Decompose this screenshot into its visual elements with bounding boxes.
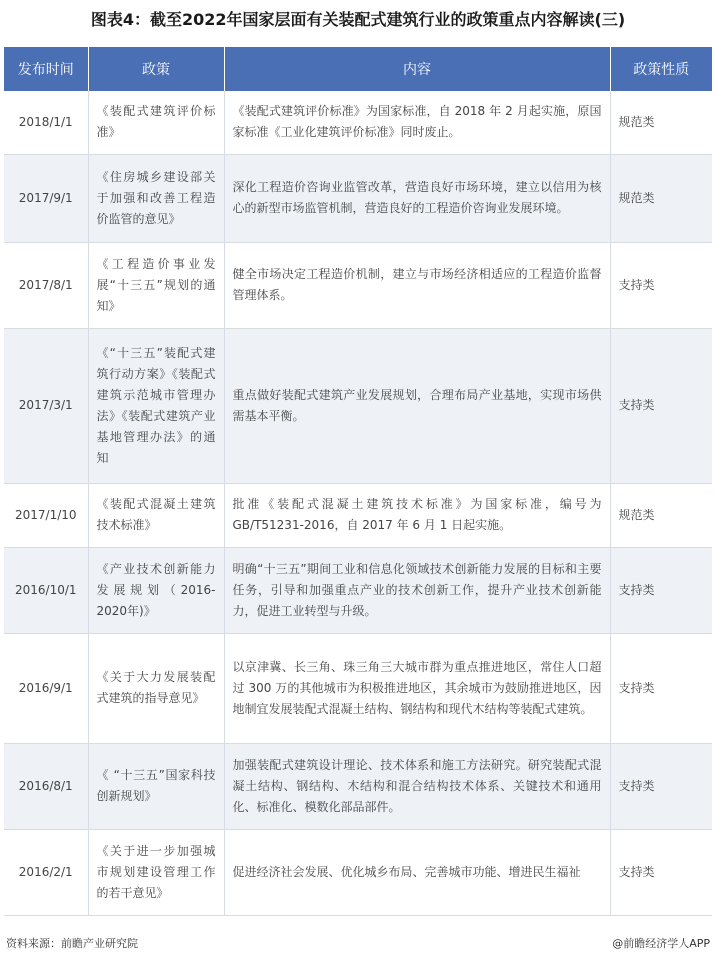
header-type: 政策性质 [610,47,712,91]
cell-date: 2016/10/1 [4,547,88,633]
source-note: 资料来源：前瞻产业研究院 [6,937,138,950]
cell-policy: 《住房城乡建设部关于加强和改善工程造价监管的意见》 [88,154,224,242]
cell-policy: 《 “十三五”国家科技创新规划》 [88,743,224,829]
table-row [4,829,712,915]
table-header-row [4,47,712,91]
cell-content: 重点做好装配式建筑产业发展规划，合理布局产业基地，实现市场供需基本平衡。 [224,328,610,483]
cell-type: 支持类 [610,242,712,328]
table-row [4,91,712,154]
cell-content: 《装配式建筑评价标准》为国家标准，自 2018 年 2 月起实施，原国家标准《工业化建筑评价标准》同时废止。 [224,91,610,154]
cell-type: 规范类 [610,91,712,154]
figure-title: 图表4：截至2022年国家层面有关装配式建筑行业的政策重点内容解读(三) [90,10,626,29]
cell-policy: 《“十三五”装配式建筑行动方案》《装配式建筑示范城市管理办法》《装配式建筑产业基地管理办法》的通知 [88,328,224,483]
cell-type: 规范类 [610,483,712,547]
table-row [4,242,712,328]
cell-date: 2018/1/1 [4,91,88,154]
cell-content: 加强装配式建筑设计理论、技术体系和施工方法研究。研究装配式混凝土结构、钢结构、木结构和混合结构技术体系、关键技术和通用化、标准化、模数化部品部件。 [224,743,610,829]
cell-content: 批准《装配式混凝土建筑技术标准》为国家标准，编号为 GB/T51231-2016，自 2017 年 6 月 1 日起实施。 [224,483,610,547]
cell-content: 以京津冀、长三角、珠三角三大城市群为重点推进地区，常住人口超过 300 万的其他城市为积极推进地区，其余城市为鼓励推进地区，因地制宜发展装配式混凝土结构、钢结构和现代木结构等装配式建筑。 [224,633,610,743]
cell-type: 支持类 [610,743,712,829]
cell-content: 健全市场决定工程造价机制，建立与市场经济相适应的工程造价监督管理体系。 [224,242,610,328]
cell-date: 2017/9/1 [4,154,88,242]
cell-date: 2017/8/1 [4,242,88,328]
footer [4,935,712,953]
cell-type: 规范类 [610,154,712,242]
cell-type: 支持类 [610,633,712,743]
header-policy: 政策 [88,47,224,91]
cell-policy: 《关于大力发展装配式建筑的指导意见》 [88,633,224,743]
table-row [4,154,712,242]
header-content: 内容 [224,47,610,91]
cell-policy: 《装配式建筑评价标准》 [88,91,224,154]
table-row [4,483,712,547]
header-date: 发布时间 [4,47,88,91]
cell-type: 支持类 [610,328,712,483]
table-row [4,743,712,829]
cell-date: 2017/1/10 [4,483,88,547]
cell-type: 支持类 [610,829,712,915]
cell-date: 2017/3/1 [4,328,88,483]
table-row [4,547,712,633]
cell-date: 2016/8/1 [4,743,88,829]
table-row [4,328,712,483]
cell-content: 明确“十三五”期间工业和信息化领域技术创新能力发展的目标和主要任务，引导和加强重点产业的技术创新工作，提升产业技术创新能力，促进工业转型与升级。 [224,547,610,633]
cell-date: 2016/2/1 [4,829,88,915]
cell-policy: 《装配式混凝土建筑技术标准》 [88,483,224,547]
cell-content: 深化工程造价咨询业监管改革，营造良好市场环境，建立以信用为核心的新型市场监管机制，营造良好的工程造价咨询业发展环境。 [224,154,610,242]
cell-date: 2016/9/1 [4,633,88,743]
cell-content: 促进经济社会发展、优化城乡布局、完善城市功能、增进民生福祉 [224,829,610,915]
cell-type: 支持类 [610,547,712,633]
cell-policy: 《关于进一步加强城市规划建设管理工作的若干意见》 [88,829,224,915]
brand-credit: @前瞻经济学人APP [612,937,710,950]
cell-policy: 《产业技术创新能力发展规划（2016-2020年)》 [88,547,224,633]
table-row [4,633,712,743]
policy-table [4,47,712,916]
cell-policy: 《工程造价事业发展“十三五”规划的通知》 [88,242,224,328]
